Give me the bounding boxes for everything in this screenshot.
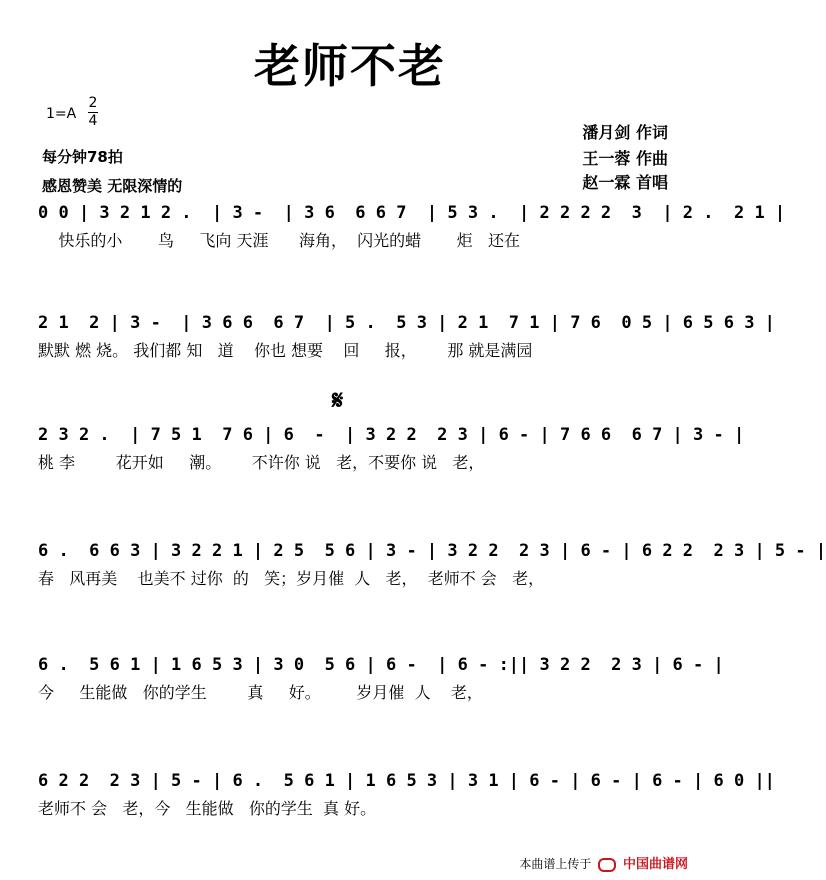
- singer-credit: 赵一霖 首唱: [582, 173, 668, 192]
- lyric-line: 快乐的小 鸟 飞向 天涯 海角， 闪光的蜡 炬 还在: [38, 231, 521, 250]
- notation-line: 6 2 2 2 3 | 5 - | 6 . 5 6 1 | 1 6 5 3 | 3 1 | 6 - | 6 - | 6 - | 6 0 ||: [38, 771, 775, 791]
- score-system-6: [0, 768, 775, 828]
- time-sig-bottom: 4: [88, 113, 98, 129]
- composer-credit: 王一蓉 作曲: [582, 149, 668, 168]
- notation-line: 6 . 5 6 1 | 1 6 5 3 | 3 0 5 6 | 6 - | 6 - :|| 3 2 2 2 3 | 6 - |: [38, 655, 724, 675]
- score-system-1: [0, 200, 786, 260]
- song-title: 老师不老: [254, 39, 446, 93]
- lyricist-credit: 潘月剑 作词: [582, 123, 668, 142]
- time-signature: [88, 96, 98, 129]
- notation-line: 2 1 2 | 3 - | 3 6 6 6 7 | 5 . 5 3 | 2 1 7 1 | 7 6 0 5 | 6 5 6 3 |: [38, 313, 775, 333]
- site-brand: 中国曲谱网: [622, 857, 688, 872]
- lyric-line: 春 风再美 也美不 过你 的 笑；岁月催 人 老， 老师不 会 老，: [38, 569, 545, 588]
- notation-line: 0 0 | 3 2 1 2 . | 3 - | 3 6 6 6 7 | 5 3 . | 2 2 2 2 3 | 2 . 2 1 |: [38, 203, 786, 223]
- score-system-4: [0, 538, 826, 598]
- notation-line: 6 . 6 6 3 | 3 2 2 1 | 2 5 5 6 | 3 - | 3 2 2 2 3 | 6 - | 6 2 2 2 3 | 5 - |: [38, 541, 826, 561]
- lyric-line: 桃 李 花开如 潮。 不许你 说 老，不要你 说 老，: [38, 453, 485, 472]
- segno-sign: 𝄋: [332, 386, 344, 416]
- lyric-line: 默默 燃 烧。 我们都 知 道 你也 想要 回 报， 那 就是满园: [38, 341, 533, 360]
- tempo: 每分钟78拍: [42, 148, 123, 166]
- footer-text: 本曲谱上传于: [519, 857, 592, 871]
- expression-mark: 感恩赞美 无限深情的: [42, 177, 183, 195]
- score-system-3: [0, 422, 745, 482]
- key-signature: 1=A: [46, 106, 77, 122]
- time-sig-top: 2: [88, 95, 98, 111]
- site-logo-icon: [598, 858, 616, 872]
- footer-credit: [519, 853, 688, 872]
- lyric-line: 老师不 会 老，今 生能做 你的学生 真 好。: [38, 799, 377, 818]
- notation-line: 2 3 2 . | 7 5 1 7 6 | 6 - | 3 2 2 2 3 | 6 - | 7 6 6 6 7 | 3 - |: [38, 425, 745, 445]
- lyric-line: 今 生能做 你的学生 真 好。 岁月催 人 老，: [38, 683, 483, 702]
- score-system-5: [0, 652, 724, 712]
- score-system-2: [0, 310, 775, 370]
